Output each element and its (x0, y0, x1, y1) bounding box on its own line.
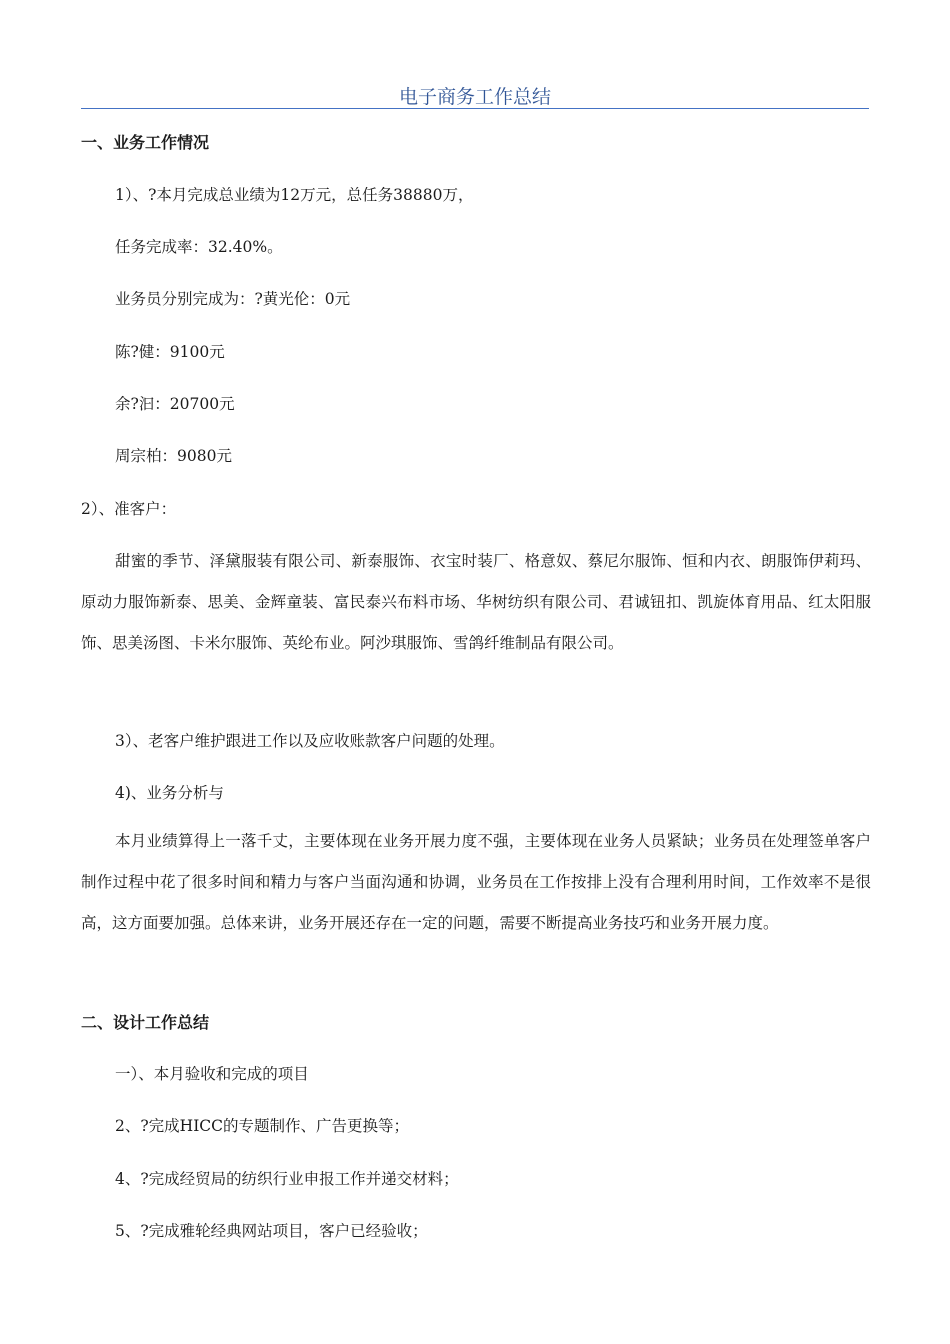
design-item-4: 5、?完成雅轮经典网站项目，客户已经验收； (115, 1222, 428, 1240)
analysis-heading: 4)、业务分析与 (115, 784, 224, 802)
salesperson-line-4: 周宗柏：9080元 (115, 447, 232, 465)
completion-rate-line: 任务完成率：32.40%。 (115, 238, 283, 256)
section-heading-design: 二、设计工作总结 (81, 1013, 210, 1032)
design-item-2: 2、?完成HICC的专题制作、广告更换等； (115, 1117, 410, 1135)
salesperson-line-1: 业务员分别完成为：?黄光伦：0元 (115, 290, 351, 308)
salesperson-line-3: 余?汩：20700元 (115, 395, 235, 413)
prospects-paragraph: 甜蜜的季节、泽黛服装有限公司、新泰服饰、衣宝时装厂、格意奴、蔡尼尔服饰、恒和内衣、朗服饰伊莉玛、原动力服饰新泰、思美、金辉童装、富民泰兴布料市场、华树纺织有限公司、君诚钮扣、凯旋体育用品、红太阳服饰、思美汤图、卡米尔服饰、英纶布业。阿沙琪服饰、雪鸽纤维制品有限公司。 (81, 552, 871, 652)
old-customer-line: 3）、老客户维护跟进工作以及应收账款客户问题的处理。 (115, 732, 505, 750)
title-underline (81, 108, 869, 109)
design-item-1: 一）、本月验收和完成的项目 (115, 1065, 309, 1083)
analysis-paragraph: 本月业绩算得上一落千丈，主要体现在业务开展力度不强，主要体现在业务人员紧缺；业务员在处理签单客户制作过程中花了很多时间和精力与客户当面沟通和协调，业务员在工作按排上没有合理利用时间，工作效率不是很高，这方面要加强。总体来讲，业务开展还存在一定的问题，需要不断提高业务技巧和业务开展力度。 (81, 832, 871, 932)
salesperson-line-2: 陈?健：9100元 (115, 343, 225, 361)
design-item-3: 4、?完成经贸局的纺织行业申报工作并递交材料； (115, 1170, 459, 1188)
document-title: 电子商务工作总结 (398, 86, 551, 108)
prospects-heading: 2）、准客户： (81, 500, 177, 518)
section-heading-business: 一、业务工作情况 (81, 133, 210, 152)
performance-total-line: 1）、?本月完成总业绩为12万元，总任务38880万， (115, 186, 474, 204)
